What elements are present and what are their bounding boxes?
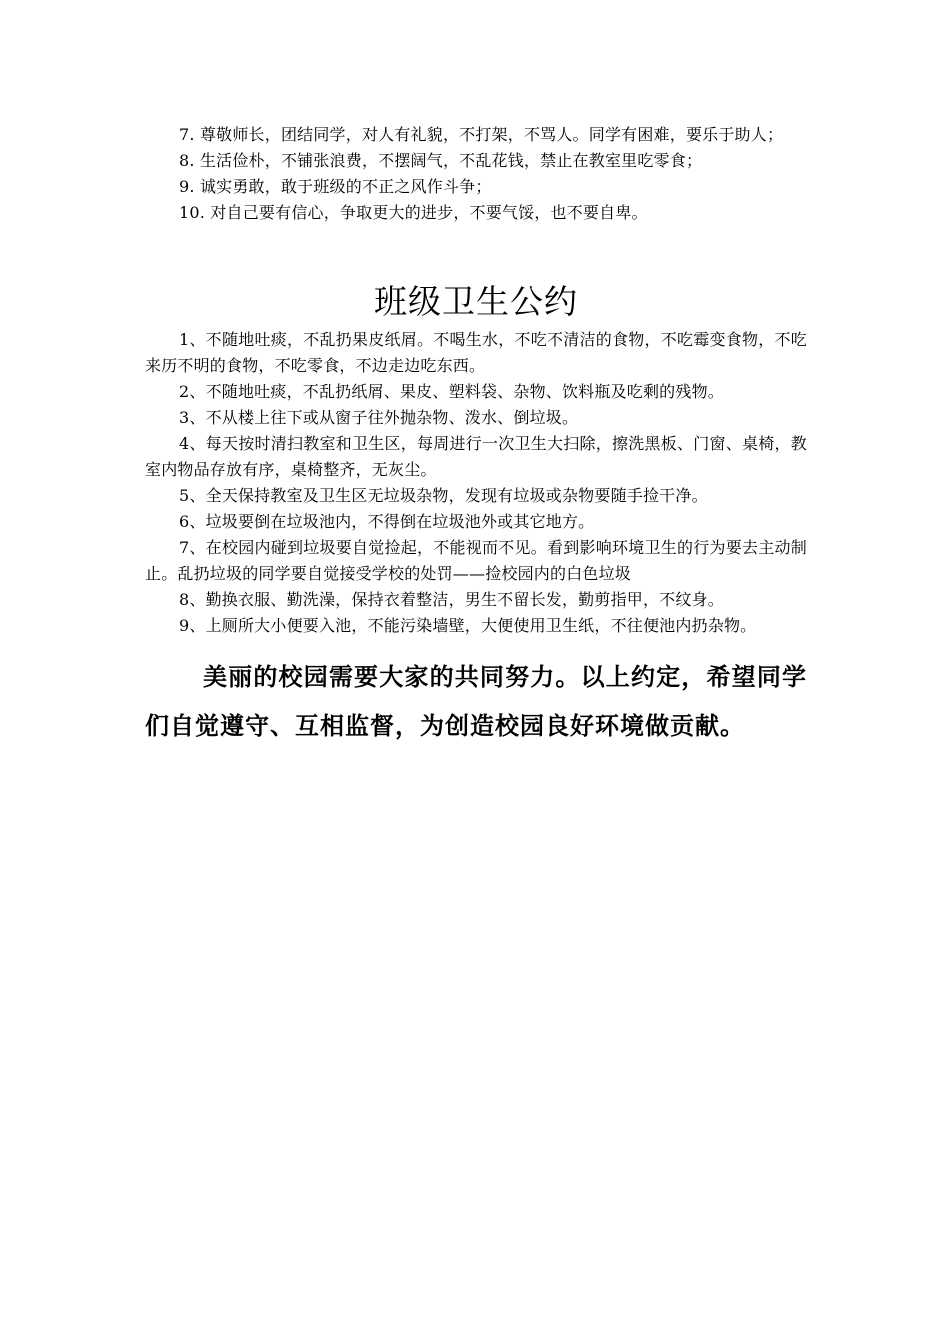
- hygiene-rule-7: 7、在校园内碰到垃圾要自觉捡起，不能视而不见。看到影响环境卫生的行为要去主动制止。乱扔垃圾的同学要自觉接受学校的处罚——捡校园内的白色垃圾: [145, 538, 807, 583]
- conduct-item-9: 9. 诚实勇敢，敢于班级的不正之风作斗争；: [179, 177, 492, 196]
- hygiene-rule-5: 5、全天保持教室及卫生区无垃圾杂物，发现有垃圾或杂物要随手捡干净。: [179, 486, 708, 505]
- conduct-item-7: 7. 尊敬师长，团结同学，对人有礼貌，不打架，不骂人。同学有困难，要乐于助人；: [179, 125, 784, 144]
- section-title: 班级卫生公约: [374, 282, 578, 321]
- hygiene-rule-9: 9、上厕所大小便要入池，不能污染墙壁，大便使用卫生纸，不往便池内扔杂物。: [179, 616, 757, 635]
- closing-statement: 美丽的校园需要大家的共同努力。以上约定，希望同学们自觉遵守、互相监督，为创造校园良好环境做贡献。: [145, 663, 807, 740]
- hygiene-rule-4: 4、每天按时清扫教室和卫生区，每周进行一次卫生大扫除，擦洗黑板、门窗、桌椅，教室内物品存放有序，桌椅整齐，无灰尘。: [145, 434, 807, 479]
- conduct-item-10: 10. 对自己要有信心，争取更大的进步，不要气馁，也不要自卑。: [179, 203, 648, 222]
- conduct-item-8: 8. 生活俭朴，不铺张浪费，不摆阔气，不乱花钱，禁止在教室里吃零食；: [179, 151, 703, 170]
- conduct-list: [145, 122, 807, 226]
- hygiene-rule-2: 2、不随地吐痰，不乱扔纸屑、果皮、塑料袋、杂物、饮料瓶及吃剩的残物。: [179, 382, 724, 401]
- hygiene-rule-8: 8、勤换衣服、勤洗澡，保持衣着整洁，男生不留长发，勤剪指甲，不纹身。: [179, 590, 724, 609]
- document-page: [145, 0, 807, 751]
- hygiene-rules-list: [145, 327, 807, 639]
- hygiene-rule-6: 6、垃圾要倒在垃圾池内，不得倒在垃圾池外或其它地方。: [179, 512, 595, 531]
- hygiene-rule-1: 1、不随地吐痰，不乱扔果皮纸屑。不喝生水，不吃不清洁的食物，不吃霉变食物，不吃来历不明的食物，不吃零食，不边走边吃东西。: [145, 330, 807, 375]
- hygiene-rule-3: 3、不从楼上往下或从窗子往外抛杂物、泼水、倒垃圾。: [179, 408, 579, 427]
